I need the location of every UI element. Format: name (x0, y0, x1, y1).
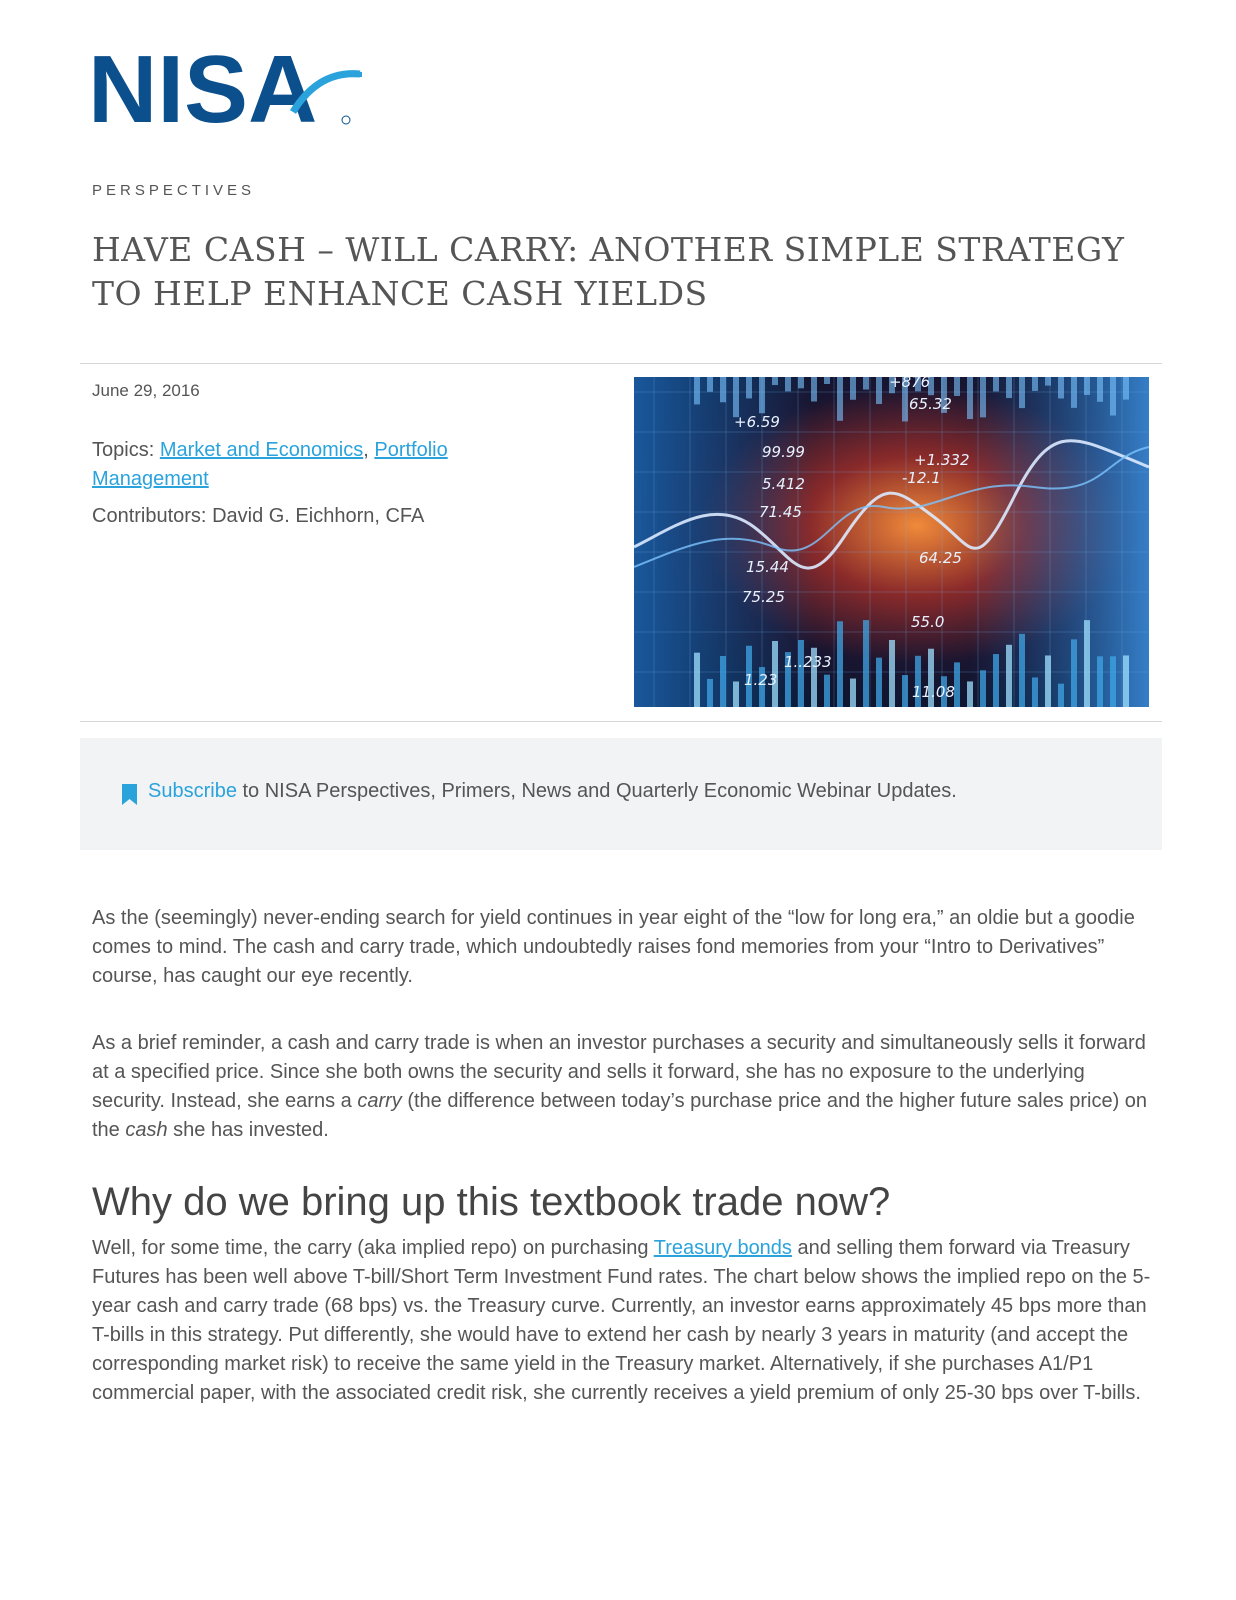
section-label: PERSPECTIVES (92, 182, 256, 199)
hero-number: 1..233 (784, 653, 832, 671)
nisa-logo-mark (88, 44, 378, 134)
contributors-label: Contributors: (92, 505, 207, 527)
registered-mark (342, 116, 350, 124)
hero-number: 99.99 (762, 443, 805, 461)
hero-number: 65.32 (909, 395, 952, 413)
bookmark-icon (122, 784, 137, 805)
financial-chart-image (634, 377, 1149, 707)
topic-link-portfolio-management[interactable]: Portfolio Management (92, 439, 448, 490)
subscribe-link[interactable]: Subscribe (148, 780, 237, 802)
paragraph-2-text-c: she has invested. (167, 1119, 329, 1141)
hero-number: 55.0 (911, 613, 945, 631)
paragraph-2-text-b: (the difference between today’s purchase price and the higher future sales price) on the (92, 1090, 1148, 1141)
hero-number: 71.45 (759, 503, 802, 521)
hero-image (634, 377, 1149, 707)
hero-number: -12.1 (902, 469, 941, 487)
hero-number: +876 (889, 377, 931, 391)
topics (92, 436, 512, 494)
paragraph-2-text-a: As a brief reminder, a cash and carry trade is when an investor purchases a security and simultaneously sells it forward at a specified price. Since she both owns the security and sells it forward, she has no exposure to the underlying security. Instead, she earns a (92, 1032, 1146, 1112)
section-heading: Why do we bring up this textbook trade now? (92, 1180, 891, 1224)
topic-link-market-economics[interactable]: Market and Economics (159, 439, 364, 461)
emphasis-carry: carry (357, 1090, 402, 1112)
hero-number: +1.332 (914, 451, 970, 469)
hero-number: 5.412 (762, 475, 805, 493)
nisa-logo[interactable] (88, 44, 378, 134)
hero-number: 15.44 (746, 558, 789, 576)
article-paragraph-1: As the (seemingly) never-ending search for yield continues in year eight of the “low for long era,” an oldie but a goodie comes to mind. The cash and carry trade, which undoubtedly raises fond memories from your “Intro to Derivatives” course, has caught our eye recently. (92, 907, 1135, 987)
page-title: HAVE CASH – WILL CARRY: ANOTHER SIMPLE STRATEGY TO HELP ENHANCE CASH YIELDS (92, 230, 1125, 313)
contributors (92, 505, 424, 528)
subscribe-text (148, 780, 957, 803)
divider-top (80, 363, 1162, 364)
hero-number: 1.23 (744, 671, 778, 689)
subscribe-banner (80, 738, 1162, 850)
topics-label: Topics: (92, 439, 155, 461)
paragraph-3-text-a: Well, for some time, the carry (aka implied repo) on purchasing (92, 1237, 654, 1259)
logo-text: NISA (88, 44, 318, 134)
topic-separator: , (363, 439, 375, 461)
contributor-name: David G. Eichhorn, CFA (212, 505, 425, 527)
article-paragraph-3 (92, 1234, 1152, 1408)
hero-number: +6.59 (734, 413, 780, 431)
logo-dash (350, 72, 362, 77)
emphasis-cash: cash (125, 1119, 168, 1141)
hero-number: 11.08 (912, 683, 955, 701)
subscribe-description: to NISA Perspectives, Primers, News and Quarterly Economic Webinar Updates. (236, 780, 957, 802)
divider-bottom (80, 721, 1162, 722)
hero-number: 75.25 (742, 588, 785, 606)
paragraph-3-text-b: and selling them forward via Treasury Futures has been well above T-bill/Short Term Investment Fund rates. The chart below shows the implied repo on the 5-year cash and carry trade (68 bps) vs. the Treasury curve. Currently, an investor earns approximately 45 bps more than T-bills in this strategy. Put differently, she would have to extend her cash by nearly 3 years in maturity (and accept the corresponding market risk) to receive the same yield in the Treasury market. Alternatively, if she purchases A1/P1 commercial paper, with the associated credit risk, she currently receives a yield premium of only 25-30 bps over T-bills. (92, 1237, 1151, 1404)
publish-date: June 29, 2016 (92, 381, 200, 400)
hero-number: 64.25 (919, 549, 962, 567)
article-paragraph-2 (92, 1029, 1152, 1145)
treasury-bonds-link[interactable]: Treasury bonds (653, 1237, 792, 1259)
